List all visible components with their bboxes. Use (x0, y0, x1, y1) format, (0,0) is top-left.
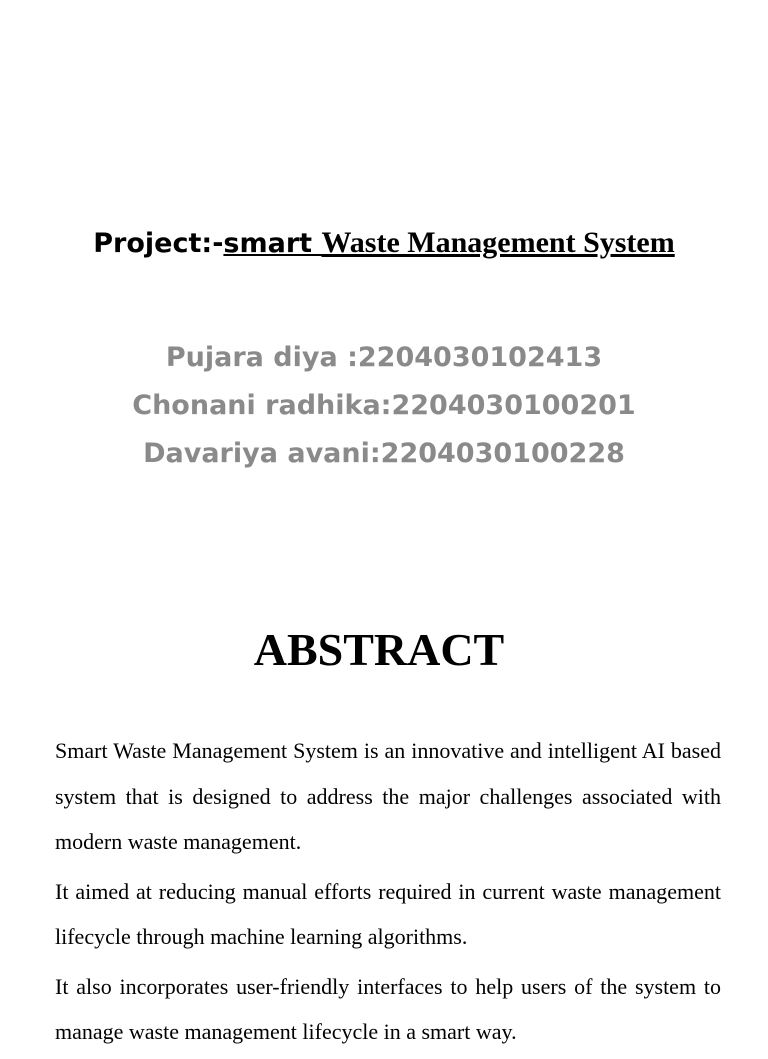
author-line: Davariya avani:2204030100228 (143, 438, 625, 469)
author-line: Pujara diya :2204030102413 (165, 342, 603, 373)
project-title (0, 224, 768, 263)
project-title-rest: Waste Management System (321, 226, 675, 259)
abstract-paragraph: It also incorporates user-friendly interfaces to help users of the system to manage waste management lifecycle in a smart way. (55, 973, 721, 1044)
project-title-prefix: Project:- (93, 228, 224, 259)
abstract-body (55, 728, 721, 1059)
author-line: Chonani radhika:2204030100201 (132, 390, 636, 421)
author-list (0, 334, 768, 478)
abstract-paragraph: It aimed at reducing manual efforts required in current waste management lifecycle through machine learning algorithms. (55, 878, 721, 949)
abstract-paragraph: Smart Waste Management System is an innovative and intelligent AI based system that is designed to address the major challenges associated with modern waste management. (55, 738, 721, 854)
abstract-heading: ABSTRACT (253, 624, 505, 675)
project-title-first-word: smart (223, 228, 322, 259)
